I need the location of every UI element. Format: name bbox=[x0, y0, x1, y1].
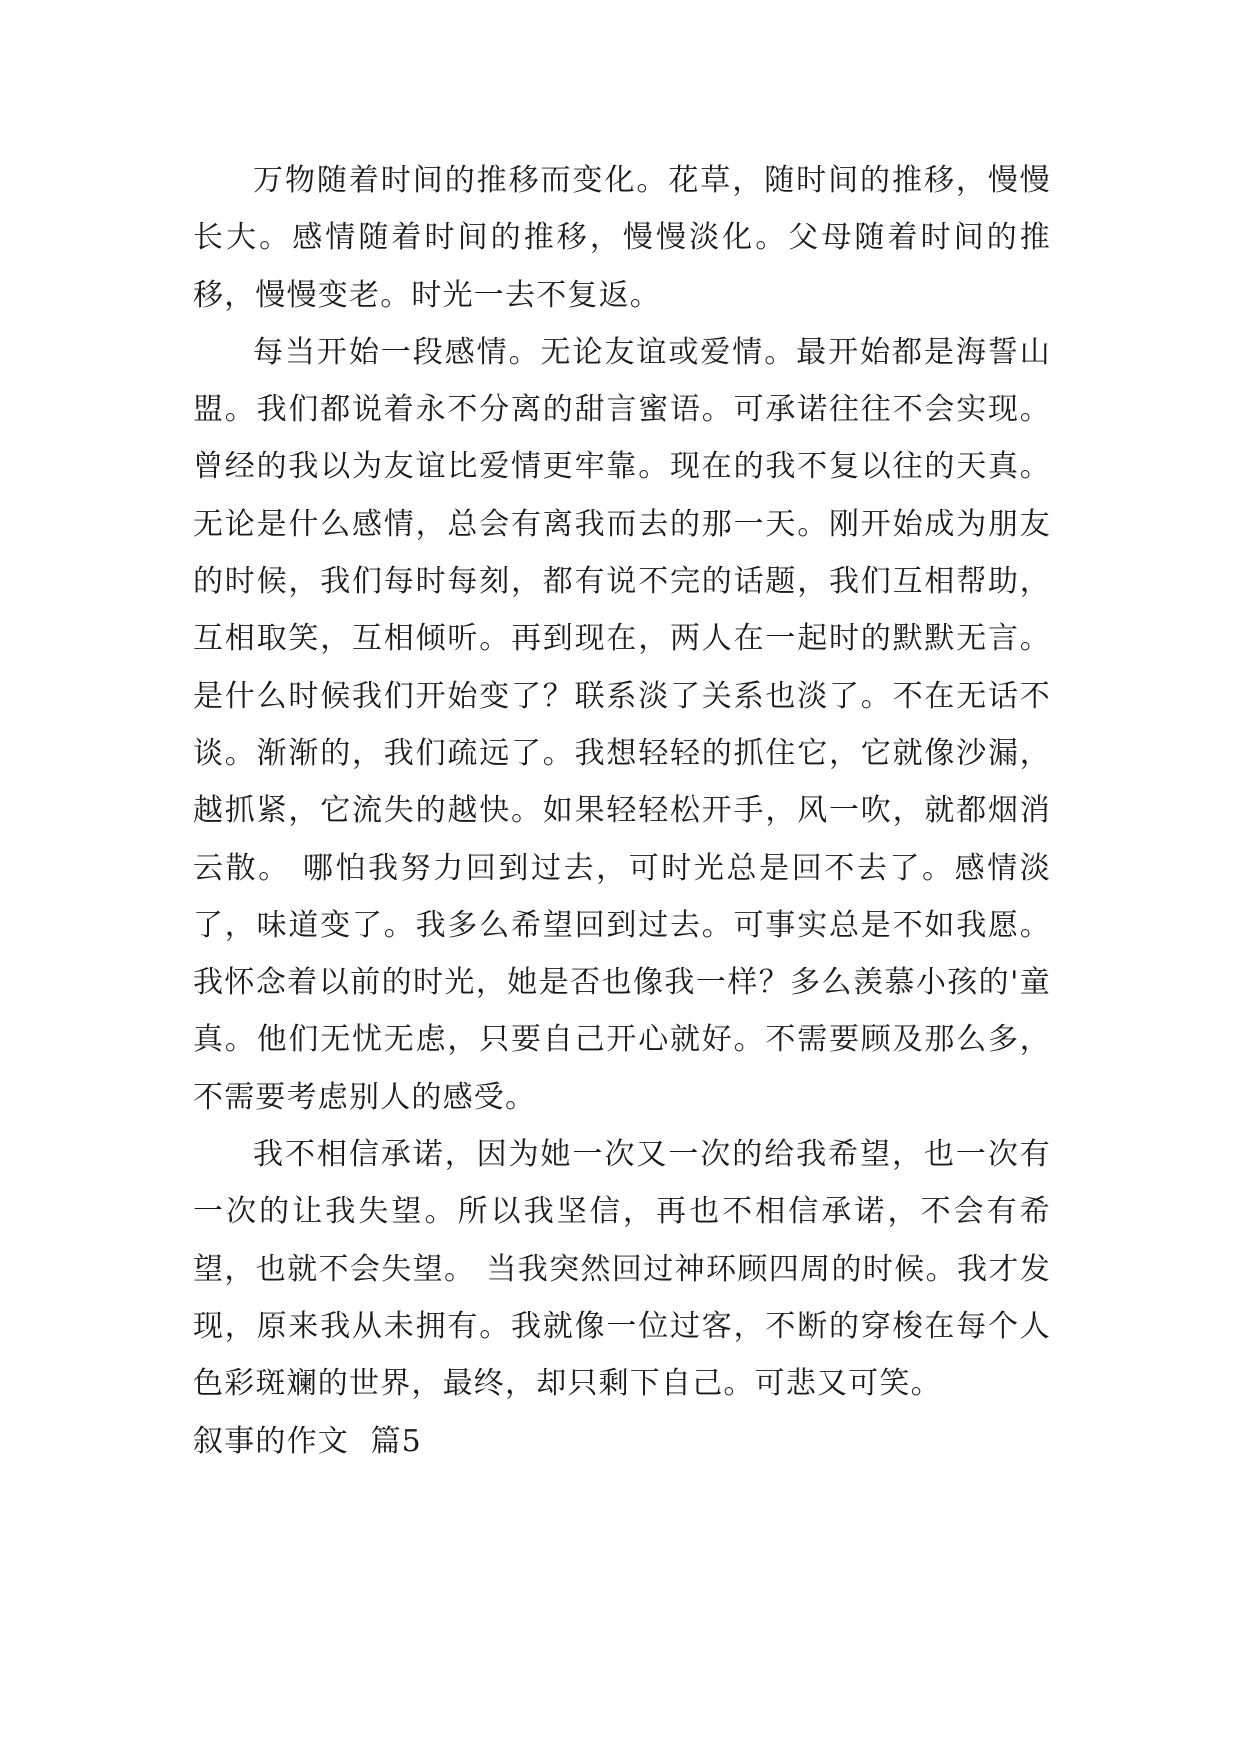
document-page bbox=[193, 152, 1051, 1470]
paragraph-1: 万物随着时间的推移而变化。花草，随时间的推移，慢慢长大。感情随着时间的推移，慢慢淡化。父母随着时间的推移，慢慢变老。时光一去不复返。 bbox=[193, 163, 1051, 313]
paragraph-2: 每当开始一段感情。无论友谊或爱情。最开始都是海誓山盟。我们都说着永不分离的甜言蜜语。可承诺往往不会实现。 曾经的我以为友谊比爱情更牢靠。现在的我不复以往的天真。无论是什么感情，总会有离我而去的那一天。刚开始成为朋友的时候，我们每时每刻，都有说不完的话题，我们互相帮助，互相取笑，互相倾听。再到现在，两人在一起时的默默无言。 是什么时候我们开始变了？联系淡了关系也淡了。不在无话不谈。渐渐的，我们疏远了。我想轻轻的抓住它，它就像沙漏，越抓紧，它流失的越快。如果轻轻松开手，风一吹，就都烟消云散。 哪怕我努力回到过去，可时光总是回不去了。感情淡了，味道变了。我多么希望回到过去。可事实总是不如我愿。我怀念着以前的时光，她是否也像我一样？多么羡慕小孩的'童真。他们无忧无虑，只要自己开心就好。不需要顾及那么多，不需要考虑别人的感受。 bbox=[193, 334, 1051, 1115]
section-heading: 叙事的作文 篇5 bbox=[193, 1423, 422, 1459]
paragraph-3: 我不相信承诺，因为她一次又一次的给我希望，也一次有一次的让我失望。所以我坚信，再也不相信承诺，不会有希望，也就不会失望。 当我突然回过神环顾四周的时候。我才发现，原来我从未拥有。我就像一位过客，不断的穿梭在每个人色彩斑斓的世界，最终，却只剩下自己。可悲又可笑。 bbox=[193, 1137, 1051, 1402]
